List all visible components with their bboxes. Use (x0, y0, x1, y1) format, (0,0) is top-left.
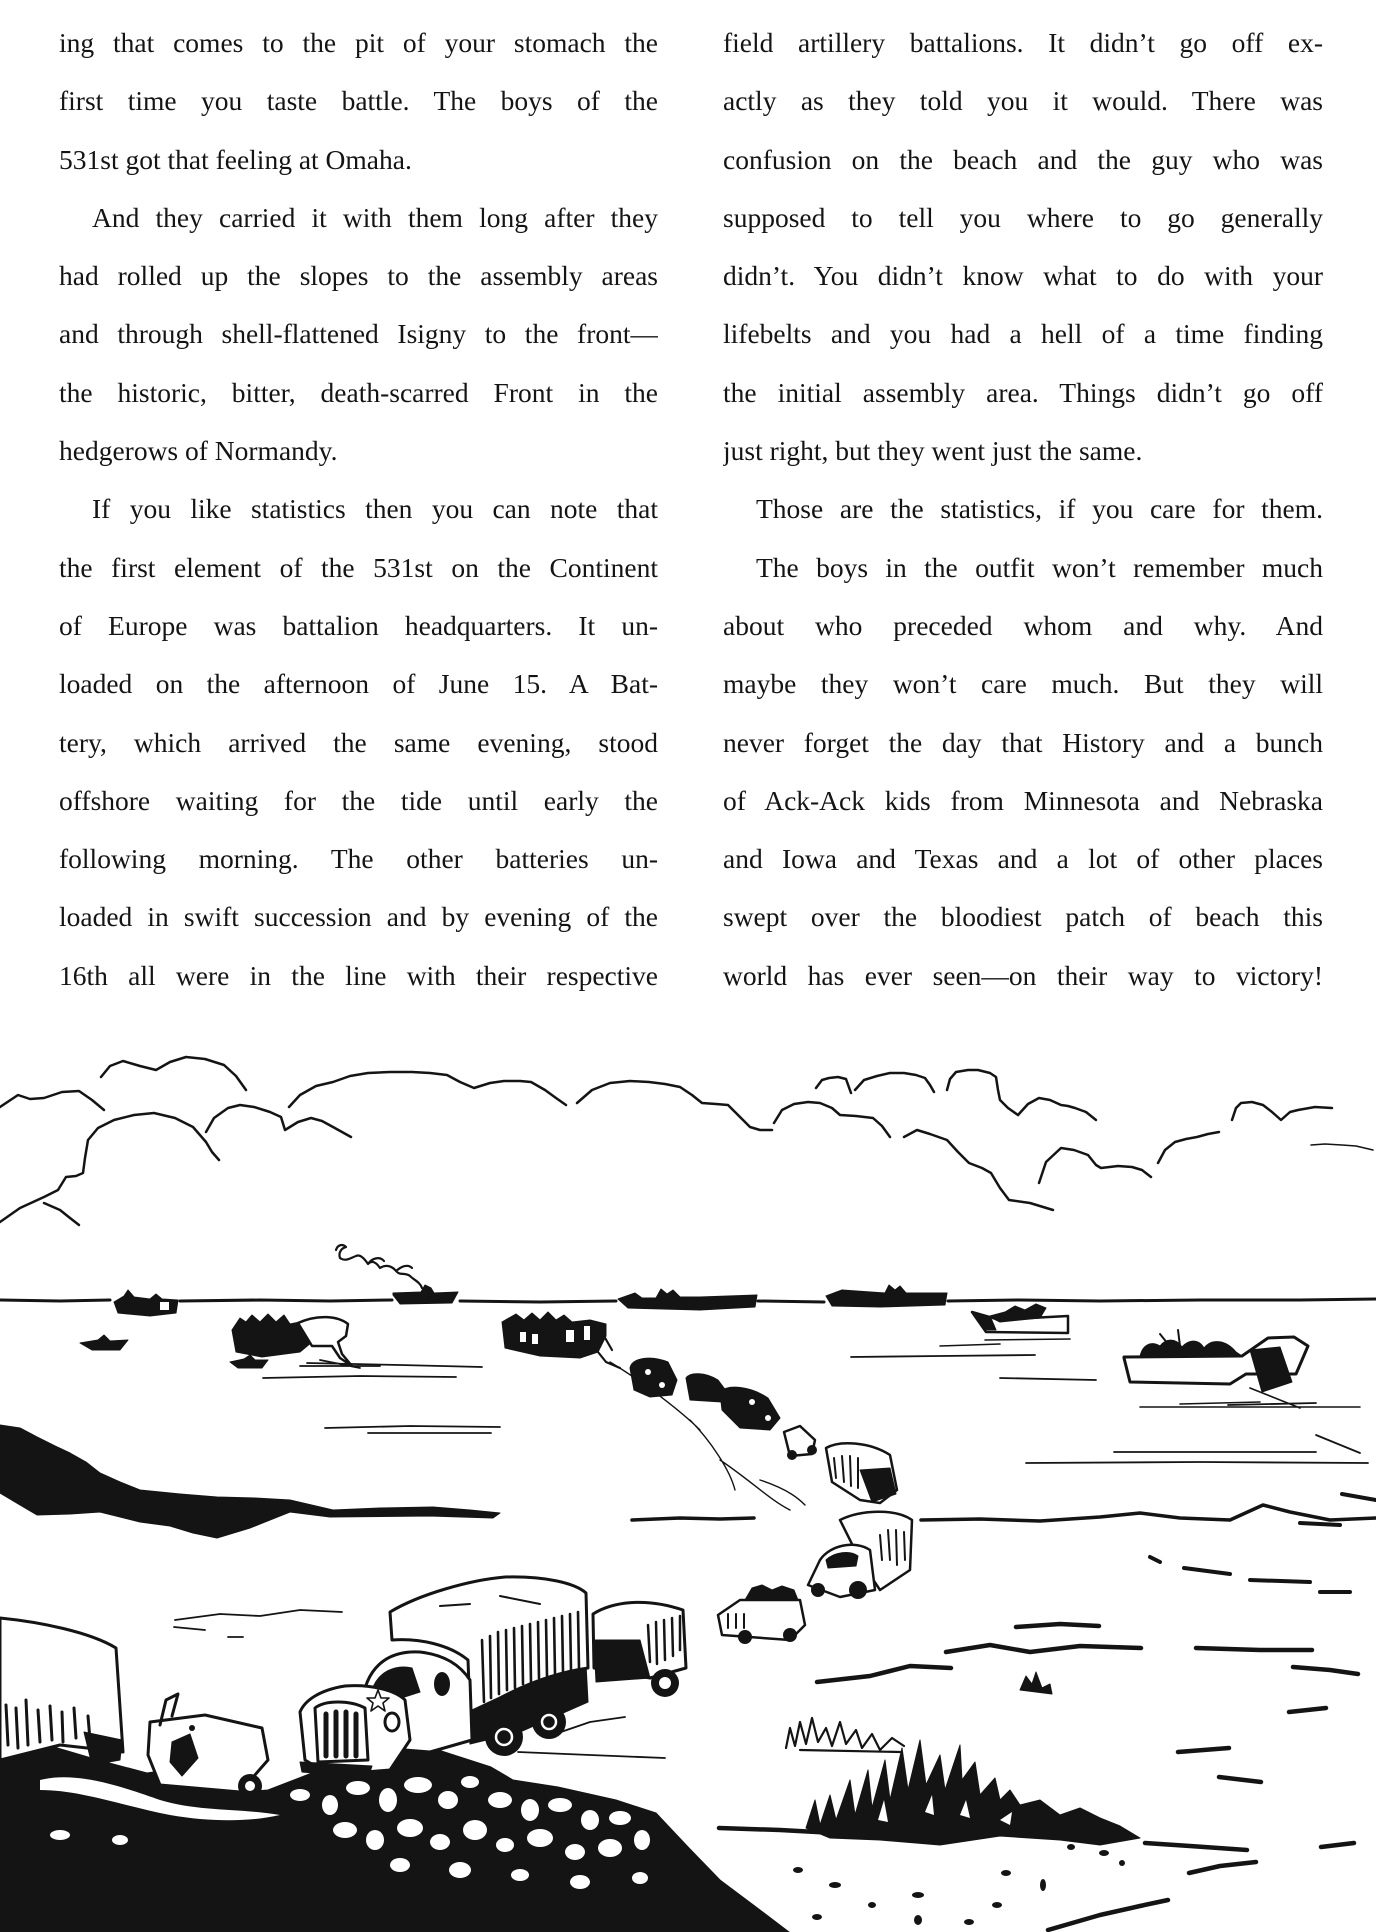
text-line: just right, but they went just the same. (723, 435, 1143, 467)
text-line: If you like statistics then you can note that (92, 493, 658, 525)
sand-strokes (719, 1624, 1358, 1930)
text-line: first time you taste battle. The boys of the (59, 85, 658, 117)
truck-grille (315, 1702, 368, 1762)
text-line: Those are the statistics, if you care for them. (756, 493, 1323, 525)
jeep-headlight (189, 1725, 195, 1731)
wake (940, 1339, 1070, 1346)
side-window (434, 1672, 450, 1696)
grass-tuft (806, 1740, 1140, 1845)
text-line: the historic, bitter, death-scarred Front in the (59, 376, 658, 408)
cloud-outline (0, 1113, 219, 1222)
wheel (485, 1718, 523, 1756)
ship (618, 1289, 757, 1310)
text-line: didn’t. You didn’t know what to do with your (723, 260, 1323, 292)
text-line: field artillery battalions. It didn’t go off ex- (723, 27, 1323, 58)
wheel (783, 1628, 797, 1642)
text-line: loaded in swift succession and by evening of the (59, 901, 658, 933)
text-line: swept over the bloodiest patch of beach this (723, 901, 1323, 933)
dark-headland (0, 1425, 500, 1538)
ship-window (160, 1302, 169, 1310)
grass-tuft (1020, 1672, 1052, 1694)
text-line: confusion on the beach and the guy who was (723, 143, 1323, 175)
cloud-outline (0, 1091, 104, 1110)
cloud-outline (816, 1077, 851, 1093)
wheel (807, 1445, 817, 1455)
water-edge (632, 1505, 1376, 1521)
landing-craft (502, 1312, 606, 1358)
right-column (723, 14, 1323, 1005)
wheel (811, 1583, 825, 1597)
cloud-outline (1232, 1102, 1332, 1120)
text-line: never forget the day that History and a bunch (723, 726, 1323, 758)
text-line: tery, which arrived the same evening, stood (59, 726, 658, 758)
clouds (0, 1057, 1373, 1225)
convoy (610, 1358, 912, 1644)
convoy-vehicle (720, 1387, 780, 1430)
headlight (385, 1713, 399, 1731)
ship (826, 1285, 947, 1307)
text-line: lifebelts and you had a hell of a time finding (723, 318, 1323, 350)
shoreline (0, 1425, 1376, 1592)
text-line: maybe they won’t care much. But they will (723, 668, 1323, 700)
cloud-outline (44, 1203, 79, 1225)
text-line: And they carried it with them long after they (92, 201, 658, 233)
wheel (532, 1705, 566, 1739)
text-line: 16th all were in the line with their respective (59, 959, 658, 991)
landing-craft (232, 1314, 312, 1357)
text-line: of Europe was battalion headquarters. It un- (59, 609, 658, 641)
text-line: 531st got that feeling at Omaha. (59, 143, 412, 175)
cloud-outline (1039, 1148, 1151, 1183)
text-line: ing that comes to the pit of your stomach the (59, 27, 658, 58)
text-line: had rolled up the slopes to the assembly areas (59, 260, 658, 292)
text-line: the initial assembly area. Things didn’t go off (723, 376, 1323, 408)
cloud-outline (1018, 1098, 1096, 1120)
text-line: following morning. The other batteries un- (59, 843, 658, 875)
text-line: world has ever seen—on their way to victory! (723, 959, 1323, 991)
text-line: about who preceded whom and why. And (723, 609, 1323, 641)
cloud-outline (947, 1070, 1018, 1115)
text-line: loaded on the afternoon of June 15. A Bat- (59, 668, 658, 700)
cloud-outline (101, 1057, 246, 1090)
text-line: supposed to tell you where to go generally (723, 201, 1323, 233)
cloud-outline (1158, 1132, 1219, 1163)
grass-tuft (786, 1718, 904, 1752)
cloud-outline (774, 1102, 890, 1137)
text-line: The boys in the outfit won’t remember much (756, 551, 1323, 583)
text-line: the first element of the 531st on the Continent (59, 551, 658, 583)
cloud-outline (577, 1081, 772, 1130)
beach-convoy-illustration (0, 1000, 1376, 1932)
wheel (849, 1581, 867, 1599)
landing-craft-troops (1140, 1340, 1242, 1357)
grass-tufts (786, 1672, 1140, 1845)
text-line: of Ack-Ack kids from Minnesota and Nebraska (723, 784, 1323, 816)
cloud-outline (206, 1105, 351, 1137)
jeep-troops (745, 1585, 798, 1600)
ship (393, 1285, 458, 1304)
smoke-plume (336, 1245, 422, 1288)
foreground-mound (0, 1742, 789, 1932)
truck-underside (594, 1640, 650, 1682)
text-line: actly as they told you it would. There was (723, 85, 1323, 117)
wheel (738, 1630, 752, 1644)
text-line: and Iowa and Texas and a lot of other places (723, 843, 1323, 875)
cloud-outline (1311, 1144, 1373, 1150)
footprints (793, 1844, 1125, 1925)
cloud-outline (855, 1073, 934, 1092)
small-boat (80, 1335, 128, 1350)
cloud-outline (904, 1130, 1053, 1210)
text-line: offshore waiting for the tide until early the (59, 784, 658, 816)
cloud-outline (289, 1072, 566, 1107)
text-line: hedgerows of Normandy. (59, 435, 338, 467)
shore-marks (1150, 1494, 1376, 1592)
wheel (787, 1450, 797, 1460)
text-line: and through shell-flattened Isigny to the front— (59, 318, 658, 350)
left-column (59, 14, 658, 1005)
